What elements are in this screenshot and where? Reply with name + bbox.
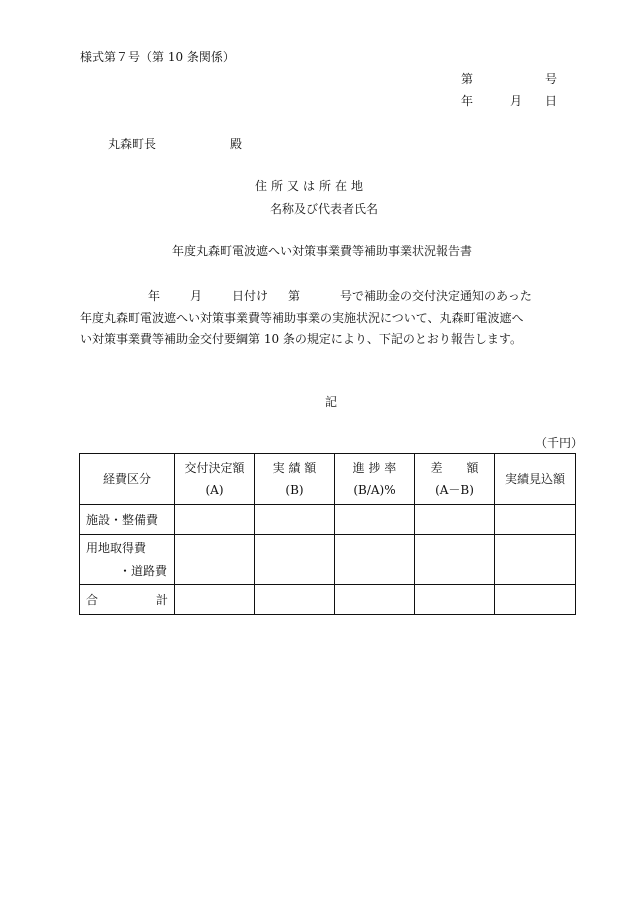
table-cell (255, 535, 335, 585)
row-label-land-line1: 用地取得費 (86, 540, 147, 555)
header-difference (415, 454, 495, 505)
date-year-label: 年 (461, 94, 474, 108)
table-row (80, 535, 576, 585)
row-label-total-right: 計 (155, 593, 168, 607)
table-cell (415, 585, 495, 615)
header-difference-label: 差 額 (430, 461, 479, 475)
row-label-land (80, 535, 175, 585)
unit-label: （千円） (535, 436, 584, 450)
table-cell (175, 585, 255, 615)
table-cell (495, 535, 576, 585)
header-category: 経費区分 (80, 454, 175, 505)
header-progress-rate-label: 進 捗 率 (352, 461, 397, 475)
body-line-2: 年度丸森町電波遮へい対策事業費等補助事業の実施状況について、丸森町電波遮へ (80, 311, 524, 325)
header-actual-amount (255, 454, 335, 505)
addressee-name: 丸森町長 (108, 137, 157, 151)
table-row (80, 505, 576, 535)
header-actual-amount-sub: (B) (285, 483, 304, 497)
body-year-label: 年 (148, 289, 161, 303)
document-number-prefix: 第 (461, 72, 474, 86)
header-decision-amount-label: 交付決定額 (184, 461, 245, 475)
table-row-total (80, 585, 576, 615)
body-number-prefix: 第 (288, 289, 301, 303)
header-progress-rate-sub: (B/A)% (353, 483, 396, 497)
header-difference-sub: (A－B) (435, 483, 474, 497)
body-line-3: い対策事業費等補助金交付要綱第 10 条の規定により、下記のとおり報告します。 (80, 332, 522, 346)
header-expected-actual: 実績見込額 (495, 454, 576, 505)
table-cell (415, 535, 495, 585)
row-label-total (80, 585, 175, 615)
table-cell (335, 505, 415, 535)
body-number-rest: 号で補助金の交付決定通知のあった (340, 289, 532, 303)
table-cell (415, 505, 495, 535)
table-cell (255, 505, 335, 535)
addressee-honorific: 殿 (230, 137, 243, 151)
header-actual-amount-label: 実 績 額 (272, 461, 317, 475)
table-cell (175, 505, 255, 535)
body-month-label: 月 (190, 289, 203, 303)
date-day-label: 日 (545, 94, 558, 108)
header-progress-rate (335, 454, 415, 505)
row-label-total-left: 合 (86, 593, 99, 607)
table-cell (335, 535, 415, 585)
table-header-row (80, 454, 576, 505)
form-number: 様式第７号（第 10 条関係） (80, 50, 235, 64)
ki-heading: 記 (325, 395, 338, 409)
table-cell (495, 505, 576, 535)
body-date-label: 日付け (232, 289, 269, 303)
header-decision-amount-sub: (A) (205, 483, 224, 497)
applicant-address-label: 住所又は所在地 (255, 179, 368, 193)
date-month-label: 月 (510, 94, 523, 108)
table-cell (335, 585, 415, 615)
document-title: 年度丸森町電波遮へい対策事業費等補助事業状況報告書 (172, 244, 473, 258)
row-label-land-line2: ・道路費 (119, 563, 168, 578)
expense-table (79, 453, 576, 615)
table-cell (255, 585, 335, 615)
header-decision-amount (175, 454, 255, 505)
table-cell (495, 585, 576, 615)
row-label-facility: 施設・整備費 (80, 505, 175, 535)
table-cell (175, 535, 255, 585)
applicant-name-label: 名称及び代表者氏名 (270, 202, 379, 216)
document-number-suffix: 号 (545, 72, 558, 86)
